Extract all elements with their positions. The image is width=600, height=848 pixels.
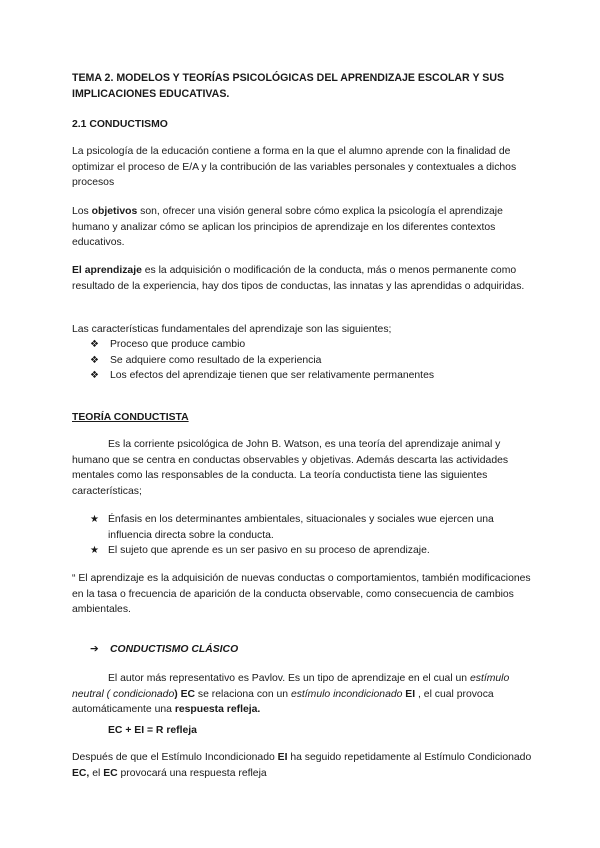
list-item <box>90 353 530 369</box>
term-objetivos: objetivos <box>91 206 138 217</box>
text-run: el <box>89 767 104 779</box>
list-item-text: Proceso que produce cambio <box>110 339 246 350</box>
bullet-list-teoria <box>90 512 530 559</box>
paragraph-pavlov <box>72 671 532 718</box>
list-item <box>90 543 530 559</box>
list-item-text: El sujeto que aprende es un ser pasivo en su proceso de aprendizaje. <box>108 545 430 556</box>
arrow-right-icon: ➔ <box>90 644 99 655</box>
text-run: es la adquisición o modificación de la conducta, más o menos permanente como resultado de la experiencia, hay dos tipos de conductas, las innatas y las aprendidas o adquiridas. <box>72 265 525 292</box>
bullet-list-caracteristicas <box>90 337 530 384</box>
term-ec: EC, <box>72 767 90 779</box>
term-respuesta-refleja: respuesta refleja. <box>174 704 261 715</box>
diamond-bullet-icon: ❖ <box>90 370 99 381</box>
paragraph-caracteristicas: Las características fundamentales del aprendizaje son las siguientes; <box>72 324 392 335</box>
formula: EC + EI = R refleja <box>108 725 197 736</box>
list-item <box>90 337 530 353</box>
term-ei: EI <box>277 752 288 763</box>
paragraph-despues <box>72 750 532 781</box>
term-ei: EI <box>402 688 416 700</box>
text-run: Los <box>72 206 92 217</box>
term-estimulo-neutral: estímulo neutral ( condicionado <box>72 673 510 700</box>
text-run: se relaciona con un <box>195 688 291 700</box>
paragraph-quote: “ El aprendizaje es la adquisición de nuevas conductas o comportamientos, también modificaciones en la tasa o frecuencia de aparición de la conducta observable, como consecuencia de cambios ambientales. <box>72 573 531 615</box>
text-run: son, ofrecer una visión general sobre cómo explica la psicología el aprendizaje humano y analizar cómo se aplican los principios de aprendizaje en los diferentes contextos educativos. <box>72 206 503 248</box>
list-item <box>90 368 530 384</box>
list-item <box>90 512 530 543</box>
document-title: TEMA 2. MODELOS Y TEORÍAS PSICOLÓGICAS DEL APRENDIZAJE ESCOLAR Y SUS IMPLICACIONES EDUCATIVAS. <box>72 72 505 100</box>
list-item-text: Énfasis en los determinantes ambientales, situacionales y sociales wue ejercen una influencia directa sobre la conducta. <box>108 514 494 541</box>
text-run: Después de que el Estímulo Incondicionado <box>72 752 278 763</box>
diamond-bullet-icon: ❖ <box>90 339 99 350</box>
text-run: provocará una respuesta refleja <box>117 767 267 779</box>
text-run: El autor más representativo es Pavlov. Es un tipo de aprendizaje en el cual un <box>108 673 470 684</box>
paragraph-aprendizaje <box>72 263 532 294</box>
list-item-text: Los efectos del aprendizaje tienen que ser relativamente permanentes <box>110 370 435 381</box>
star-bullet-icon: ★ <box>90 514 99 525</box>
text-run: ha seguido repetidamente al Estímulo Condicionado <box>287 752 532 763</box>
paragraph-objetivos <box>72 204 532 251</box>
subsection-heading-conductismo-clasico: CONDUCTISMO CLÁSICO <box>110 644 239 655</box>
term-estimulo-incondicionado: estímulo incondicionado <box>290 688 403 700</box>
diamond-bullet-icon: ❖ <box>90 354 99 366</box>
term-ec: ) EC <box>174 688 196 700</box>
subsection-heading-row <box>90 642 530 658</box>
list-item-text: Se adquiere como resultado de la experiencia <box>110 354 322 366</box>
term-aprendizaje: El aprendizaje <box>72 265 142 276</box>
term-ec: EC <box>103 767 118 779</box>
paragraph-psicologia: La psicología de la educación contiene a forma en la que el alumno aprende con la finalidad de optimizar el proceso de E/A y la contribución de las variables personales y contextuales a dichos procesos <box>72 146 517 188</box>
section-heading-teoria-conductista: TEORÍA CONDUCTISTA <box>72 412 189 423</box>
text-run: , el cual provoca automáticamente una <box>72 688 494 715</box>
star-bullet-icon: ★ <box>90 545 99 556</box>
section-heading-conductismo: 2.1 CONDUCTISMO <box>72 119 168 130</box>
paragraph-watson: Es la corriente psicológica de John B. Watson, es una teoría del aprendizaje animal y humano que se centra en conductas observables y objetivas. Además descarta las actividades mentales como las responsables de la conducta. La teoría conductista tiene las siguientes características; <box>72 439 509 497</box>
